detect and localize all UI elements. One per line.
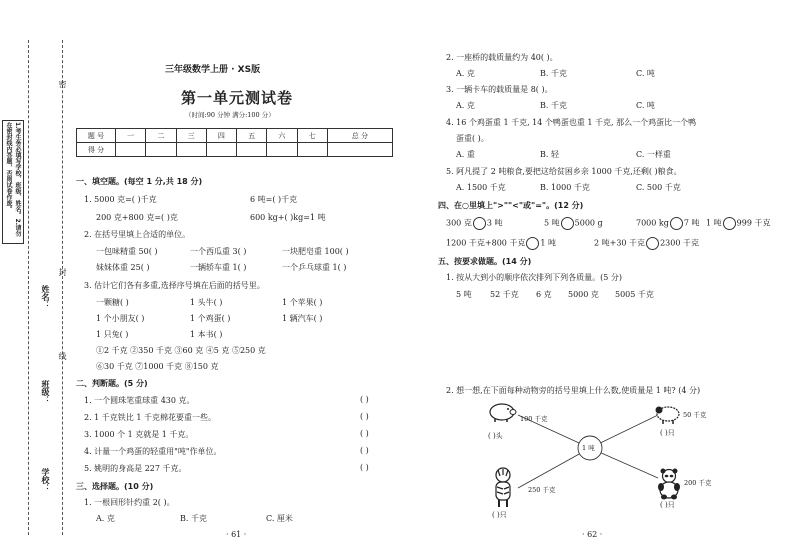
- r-q5-opt-a[interactable]: A. 1500 千克: [456, 183, 506, 192]
- r-q3-opt-b[interactable]: B. 千克: [540, 101, 567, 110]
- compare-circle[interactable]: [723, 217, 736, 230]
- pig-icon: [487, 400, 517, 422]
- tiger-weight: 250 千克: [528, 486, 556, 494]
- score-cell: 三: [176, 129, 206, 143]
- q3-stem: 3. 估计它们各有多重,选择序号填在后面的括号里。: [84, 281, 265, 290]
- compare-circle[interactable]: [473, 217, 486, 230]
- compare-right: 3 吨: [486, 218, 503, 228]
- s5-item: 5005 千克: [615, 290, 654, 299]
- choice-opt-b[interactable]: B. 千克: [180, 514, 207, 523]
- q2-e: 一辆轿车重 1( ): [190, 263, 247, 272]
- score-input[interactable]: [237, 143, 267, 157]
- animal-diagram: [440, 400, 740, 535]
- score-cell: 四: [206, 129, 236, 143]
- choice-q1: 1. 一根回形针约重 2( )。: [84, 498, 175, 507]
- sheep-icon: [655, 402, 683, 424]
- q3-c: 1 个苹果( ): [282, 298, 323, 307]
- q1-d: 600 kg+( )kg=1 吨: [250, 213, 326, 222]
- sheep-answer[interactable]: ( )只: [660, 429, 675, 437]
- score-row-label: 得 分: [77, 143, 116, 157]
- compare-left: 300 克: [446, 218, 472, 228]
- score-input[interactable]: [176, 143, 206, 157]
- q2-f: 一个乒乓球重 1( ): [282, 263, 347, 272]
- compare-left: 1 吨: [706, 218, 722, 228]
- compare-circle[interactable]: [526, 237, 539, 250]
- pig-answer[interactable]: ( )头: [488, 432, 503, 440]
- score-input[interactable]: [297, 143, 327, 157]
- judge-item: 4. 计量一个鸡蛋的轻重用"吨"作单位。: [84, 447, 222, 456]
- s5-q1: 1. 按从大到小的顺序依次排列下列各质量。(5 分): [446, 273, 623, 282]
- score-cell: 题 号: [77, 129, 116, 143]
- compare-right: 999 千克: [736, 218, 771, 228]
- q3-options-2: ⑥30 千克 ⑦1000 千克 ⑧150 克: [96, 362, 219, 371]
- section2-title: 二、判断题。(5 分): [76, 379, 148, 388]
- q3-a: 一颗糖( ): [96, 298, 129, 307]
- compare-row-1: [636, 217, 700, 230]
- score-input[interactable]: [116, 143, 146, 157]
- r-q5: 5. 阿凡提了 2 吨粮食,要把这给贫困乡亲 1000 千克,还剩( )粮食。: [446, 167, 682, 176]
- compare-row-1: [446, 217, 502, 230]
- s5-item: 5 吨: [456, 290, 472, 299]
- judge-bracket[interactable]: ( ): [360, 395, 369, 404]
- judge-bracket[interactable]: ( ): [360, 446, 369, 455]
- panda-icon: [656, 468, 682, 500]
- r-q3-opt-a[interactable]: A. 克: [456, 101, 475, 110]
- score-cell: 五: [237, 129, 267, 143]
- q3-g: 1 只兔( ): [96, 330, 129, 339]
- r-q4-opt-c[interactable]: C. 一样重: [636, 150, 671, 159]
- r-q2-opt-c[interactable]: C. 吨: [636, 69, 655, 78]
- tiger-answer[interactable]: ( )只: [492, 511, 507, 519]
- q1-c: 200 克+800 克=( )克: [96, 213, 178, 222]
- q2-c: 一块肥皂重 100( ): [282, 247, 349, 256]
- choice-opt-c[interactable]: C. 厘米: [266, 514, 293, 523]
- center-label: 1 吨: [582, 444, 595, 452]
- q2-stem: 2. 在括号里填上合适的单位。: [84, 230, 191, 239]
- compare-right: 5000 g: [574, 218, 603, 228]
- judge-bracket[interactable]: ( ): [360, 429, 369, 438]
- score-input[interactable]: [146, 143, 176, 157]
- score-table: [76, 128, 393, 157]
- r-q5-opt-b[interactable]: B. 1000 千克: [540, 183, 590, 192]
- panda-weight: 200 千克: [684, 479, 712, 487]
- q3-b: 1 头牛( ): [190, 298, 223, 307]
- judge-item: 3. 1000 个 1 克就是 1 千克。: [84, 430, 194, 439]
- pig-weight: 100 千克: [520, 415, 548, 423]
- s5-item: 5000 克: [568, 290, 599, 299]
- r-q5-opt-c[interactable]: C. 500 千克: [636, 183, 681, 192]
- section3-title: 三、选择题。(10 分): [76, 482, 154, 491]
- q2-d: 妹妹体重 25( ): [96, 263, 150, 272]
- compare-left: 7000 kg: [636, 218, 669, 228]
- judge-item: 2. 1 千克铁比 1 千克棉花要重一些。: [84, 413, 216, 422]
- r-q4-opt-a[interactable]: A. 重: [456, 150, 475, 159]
- binding-notice: 1.考生务必填写学校、班级、姓名。2.请勿在密封线内答题，否则试卷作废。: [2, 120, 24, 244]
- compare-circle[interactable]: [646, 237, 659, 250]
- sheep-weight: 50 千克: [683, 411, 707, 419]
- score-cell: 总 分: [327, 129, 392, 143]
- score-cell: 六: [267, 129, 297, 143]
- seal-line-outer: [28, 40, 29, 535]
- s5-item: 6 克: [536, 290, 552, 299]
- r-q4-opt-b[interactable]: B. 轻: [540, 150, 559, 159]
- judge-bracket[interactable]: ( ): [360, 412, 369, 421]
- score-cell: 一: [116, 129, 146, 143]
- name-label: 姓名：: [41, 285, 50, 309]
- r-q3-opt-c[interactable]: C. 吨: [636, 101, 655, 110]
- r-q3: 3. 一辆卡车的载质量是 8( )。: [446, 85, 553, 94]
- r-q4-line1: 4. 16 个鸡蛋重 1 千克, 14 个鸭蛋也重 1 千克, 那么一个鸡蛋比一个鸭: [446, 118, 697, 127]
- school-label: 学校：: [41, 468, 50, 492]
- r-q2: 2. 一座桥的载质量约为 40( )。: [446, 53, 558, 62]
- page-number-left: · 61 ·: [226, 530, 247, 539]
- q3-f: 1 辆汽车( ): [282, 314, 323, 323]
- compare-row-1: [544, 217, 603, 230]
- seal-text-xian: 线: [58, 352, 67, 360]
- s5-q2: 2. 想一想,在下面每种动物旁的括号里填上什么数,使质量是 1 吨? (4 分): [446, 386, 701, 395]
- class-label: 班级：: [41, 380, 50, 404]
- compare-circle[interactable]: [561, 217, 574, 230]
- page-number-right: · 62 ·: [582, 530, 603, 539]
- r-q2-opt-a[interactable]: A. 克: [456, 69, 475, 78]
- q2-a: 一包味精重 50( ): [96, 247, 158, 256]
- score-table-header: [77, 129, 393, 143]
- section4-title: 四、在○里填上">""<"或"="。(12 分): [438, 201, 584, 210]
- seal-text-feng: 封: [58, 268, 67, 276]
- judge-item: 1. 一个圆珠笔重球重 430 克。: [84, 396, 195, 405]
- choice-opt-a[interactable]: A. 克: [96, 514, 115, 523]
- compare-row-1: [706, 217, 770, 230]
- compare-right: 1 吨: [540, 238, 557, 248]
- compare-row-2: [446, 237, 556, 250]
- score-table-row: [77, 143, 393, 157]
- q3-h: 1 本书( ): [190, 330, 223, 339]
- compare-left: 2 吨+30 千克: [594, 238, 646, 248]
- q3-e: 1 个鸡蛋( ): [190, 314, 231, 323]
- score-input[interactable]: [206, 143, 236, 157]
- page-title: 三年级数学上册 · XS版: [165, 65, 261, 75]
- q3-d: 1 个小朋友( ): [96, 314, 145, 323]
- score-cell: 二: [146, 129, 176, 143]
- judge-bracket[interactable]: ( ): [360, 463, 369, 472]
- q1-b: 6 吨=( )千克: [250, 195, 298, 204]
- seal-line-inner: [62, 40, 63, 535]
- compare-right: 7 吨: [683, 218, 700, 228]
- score-input[interactable]: [327, 143, 392, 157]
- r-q4-line2: 蛋重( )。: [456, 134, 489, 143]
- seal-text-mi: 密: [58, 80, 67, 88]
- time-info: （时间:90 分钟 满分:100 分）: [185, 111, 275, 119]
- compare-circle[interactable]: [670, 217, 683, 230]
- section5-title: 五、按要求做题。(14 分): [438, 257, 532, 266]
- panda-answer[interactable]: ( )只: [660, 501, 675, 509]
- q1-a: 1. 5000 克=( )千克: [84, 195, 157, 204]
- judge-item: 5. 姚明的身高是 227 千克。: [84, 464, 187, 473]
- score-cell: 七: [297, 129, 327, 143]
- exam-title: 第一单元测试卷: [181, 89, 294, 107]
- tiger-icon: [490, 466, 516, 508]
- compare-row-2: [594, 237, 699, 250]
- q3-options-1: ①2 千克 ②350 千克 ③60 克 ④5 克 ⑤250 克: [96, 346, 266, 355]
- s5-item: 52 千克: [490, 290, 519, 299]
- compare-left: 1200 千克+800 千克: [446, 238, 526, 248]
- q2-b: 一个西瓜重 3( ): [190, 247, 247, 256]
- compare-right: 2300 千克: [660, 238, 699, 248]
- section1-title: 一、填空题。(每空 1 分,共 18 分): [76, 177, 203, 186]
- r-q2-opt-b[interactable]: B. 千克: [540, 69, 567, 78]
- compare-left: 5 吨: [544, 218, 560, 228]
- score-input[interactable]: [267, 143, 297, 157]
